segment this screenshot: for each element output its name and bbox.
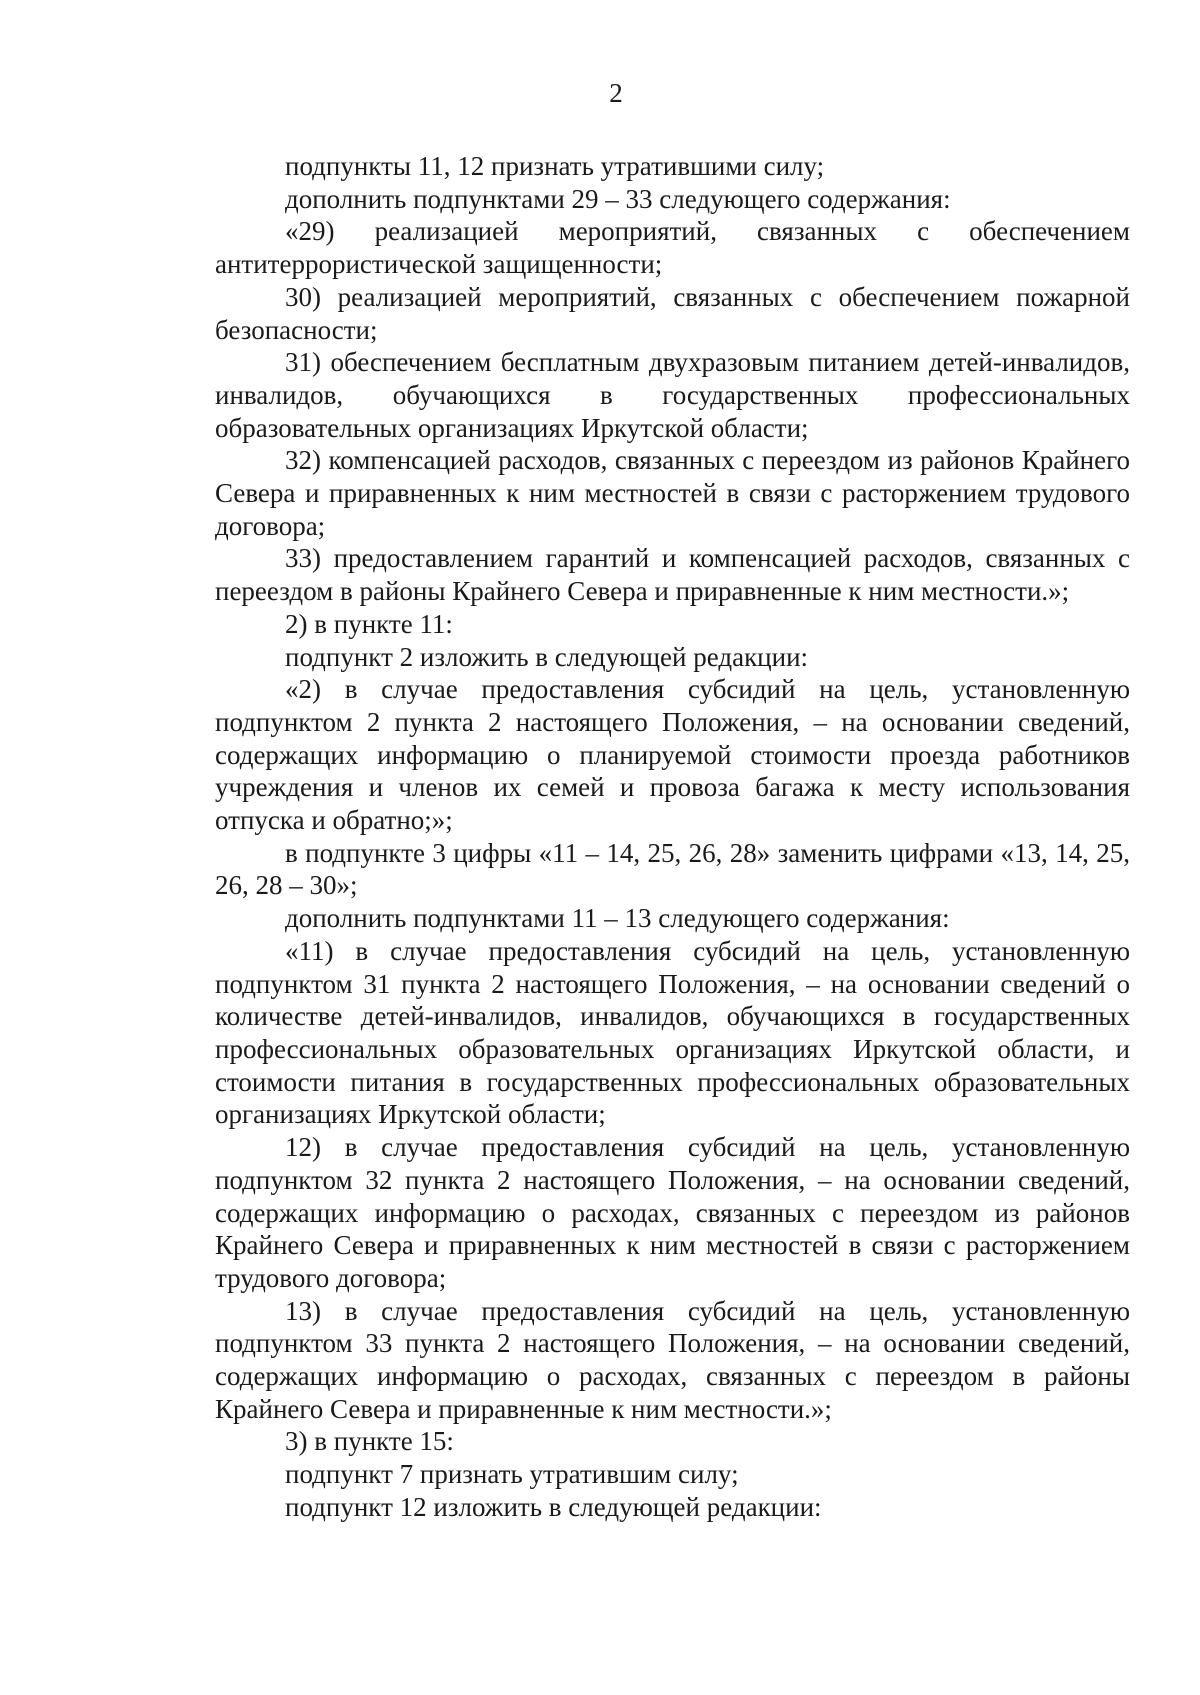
document-body (215, 150, 1130, 1524)
paragraph: подпункт 7 признать утратившим силу; (285, 1459, 739, 1490)
paragraph: дополнить подпунктами 11 – 13 следующего содержания: (285, 903, 950, 934)
paragraph: подпункт 12 изложить в следующей редакции: (285, 1491, 822, 1522)
paragraph: подпункты 11, 12 признать утратившими силу; (285, 151, 825, 181)
paragraph: «11) в случае предоставления субсидий на цель, установленную подпунктом 31 пункта 2 настоящего Положения, – на основании сведений о количестве детей-инвалидов, инвалидов, обучающихся в государственных профессиональных образовательных организациях Иркутской области, и стоимости питания в государственных профессиональных образовательных организациях Иркутской области; (215, 935, 1130, 1130)
paragraph: 31) обеспечением бесплатным двухразовым питанием детей-инвалидов, инвалидов, обучающихся в государственных профессиональных образовательных организациях Иркутской области; (215, 347, 1130, 443)
paragraph: подпункт 2 изложить в следующей редакции: (285, 641, 809, 672)
paragraph: дополнить подпунктами 29 – 33 следующего содержания: (285, 183, 951, 214)
paragraph: 32) компенсацией расходов, связанных с переездом из районов Крайнего Севера и приравненных к ним местностей в связи с расторжением трудового договора; (215, 445, 1130, 541)
paragraph: 13) в случае предоставления субсидий на цель, установленную подпунктом 33 пункта 2 настоящего Положения, – на основании сведений, содержащих информацию о расходах, связанных с переездом в районы Крайнего Севера и приравненные к ним местности.»; (215, 1295, 1130, 1424)
paragraph: в подпункте 3 цифры «11 – 14, 25, 26, 28» заменить цифрами «13, 14, 25, 26, 28 – 30»; (215, 837, 1130, 901)
paragraph: 33) предоставлением гарантий и компенсацией расходов, связанных с переездом в районы Крайнего Севера и приравненные к ним местности.»; (215, 543, 1130, 607)
page-number: 2 (609, 78, 623, 108)
paragraph: 30) реализацией мероприятий, связанных с обеспечением пожарной безопасности; (215, 281, 1130, 345)
paragraph: «29) реализацией мероприятий, связанных с обеспечением антитеррористической защищенности; (215, 216, 1130, 280)
paragraph: 3) в пункте 15: (285, 1426, 454, 1457)
paragraph: 12) в случае предоставления субсидий на цель, установленную подпунктом 32 пункта 2 настоящего Положения, – на основании сведений, содержащих информацию о расходах, связанных с переездом из районов Крайнего Севера и приравненных к ним местностей в связи с расторжением трудового договора; (215, 1132, 1130, 1293)
paragraph: 2) в пункте 11: (285, 608, 453, 639)
paragraph: «2) в случае предоставления субсидий на цель, установленную подпунктом 2 пункта 2 настоящего Положения, – на основании сведений, содержащих информацию о планируемой стоимости проезда работников учреждения и членов их семей и провоза багажа к месту использования отпуска и обратно;»; (215, 674, 1130, 836)
